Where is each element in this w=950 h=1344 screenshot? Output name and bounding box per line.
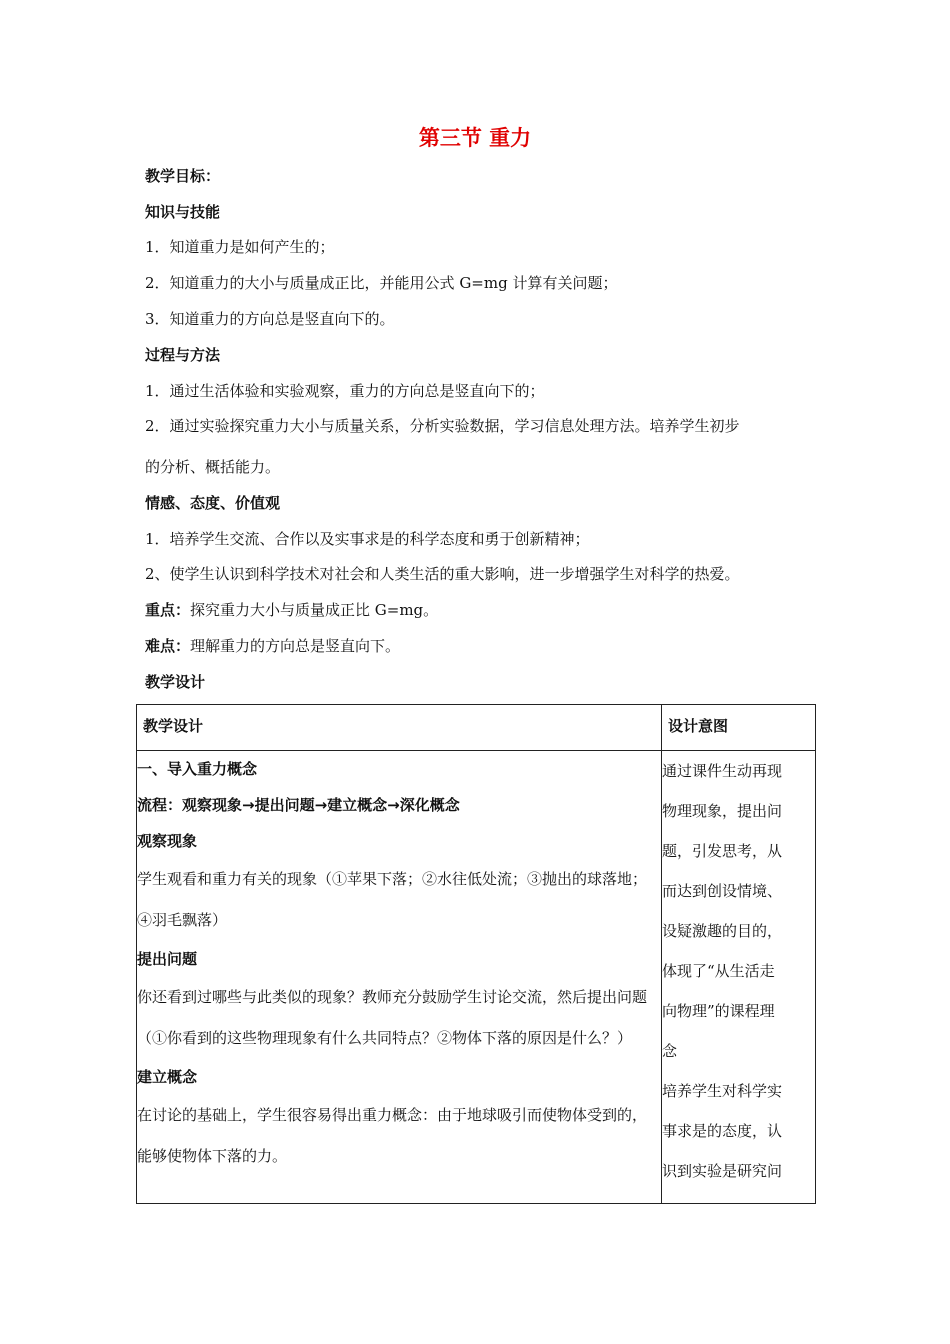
page-title: 第三节 重力 (418, 126, 532, 150)
observe-text: 学生观看和重力有关的现象（①苹果下落；②水往低处流；③抛出的球落地；④羽毛飘落） (137, 870, 648, 929)
intent-line: 体现了“从生活走 (662, 962, 775, 980)
design-intent-cell (662, 751, 816, 1204)
table-header-cell (662, 705, 816, 751)
flow-line: 流程：观察现象→提出问题→建立概念→深化概念 (137, 796, 460, 814)
emotion-item: 2、使学生认识到科学技术对社会和人类生活的重大影响，进一步增强学生对科学的热爱。 (145, 565, 740, 583)
key-point-label: 重点： (145, 601, 191, 619)
difficult-point-label: 难点： (145, 637, 191, 655)
intent-line: 念 (662, 1042, 678, 1060)
question-heading: 提出问题 (137, 950, 198, 968)
intent-line: 培养学生对科学实 (662, 1082, 783, 1100)
col-design-header: 教学设计 (143, 717, 204, 735)
process-item: 2．通过实验探究重力大小与质量关系，分析实验数据，学习信息处理方法。培养学生初步 (145, 417, 740, 435)
design-table (136, 704, 816, 1204)
table-header-row (137, 705, 816, 751)
question-text: 你还看到过哪些与此类似的现象？教师充分鼓励学生讨论交流，然后提出问题（①你看到的这些物理现象有什么共同特点？②物体下落的原因是什么？） (137, 988, 648, 1047)
intent-line: 识到实验是研究问 (662, 1162, 783, 1180)
concept-text: 在讨论的基础上，学生很容易得出重力概念：由于地球吸引而使物体受到的，能够使物体下落的力。 (137, 1106, 648, 1165)
knowledge-item: 1．知道重力是如何产生的； (145, 238, 335, 256)
emotion-item: 1．培养学生交流、合作以及实事求是的科学态度和勇于创新精神； (145, 530, 590, 548)
observe-heading: 观察现象 (137, 832, 198, 850)
intent-line: 事求是的态度，认 (662, 1122, 783, 1140)
intent-line: 通过课件生动再现 (662, 762, 783, 780)
process-item: 的分析、概括能力。 (145, 458, 281, 476)
process-heading: 过程与方法 (145, 346, 221, 364)
col-intent-header: 设计意图 (668, 717, 729, 735)
section-title: 一、导入重力概念 (137, 760, 258, 778)
intent-line: 题，引发思考，从 (662, 842, 783, 860)
difficult-point (145, 635, 400, 656)
concept-heading: 建立概念 (137, 1068, 198, 1086)
intent-line: 物理现象，提出问 (662, 802, 783, 820)
knowledge-heading: 知识与技能 (145, 203, 221, 221)
intent-line: 而达到创设情境、 (662, 882, 783, 900)
intent-line: 向物理”的课程理 (662, 1002, 775, 1020)
knowledge-item: 2．知道重力的大小与质量成正比，并能用公式 G=mg 计算有关问题； (145, 274, 618, 292)
table-row (137, 751, 816, 1204)
knowledge-item: 3．知道重力的方向总是竖直向下的。 (145, 310, 395, 328)
intent-line: 设疑激趣的目的， (662, 922, 783, 940)
emotion-heading: 情感、态度、价值观 (145, 494, 281, 512)
table-header-cell (137, 705, 662, 751)
difficult-point-text: 理解重力的方向总是竖直向下。 (190, 637, 401, 655)
design-heading: 教学设计 (145, 673, 206, 691)
goals-heading: 教学目标： (145, 167, 221, 185)
process-item: 1．通过生活体验和实验观察，重力的方向总是竖直向下的； (145, 382, 545, 400)
design-content-cell (137, 751, 662, 1204)
key-point (145, 599, 438, 620)
key-point-text: 探究重力大小与质量成正比 G=mg。 (190, 601, 439, 619)
